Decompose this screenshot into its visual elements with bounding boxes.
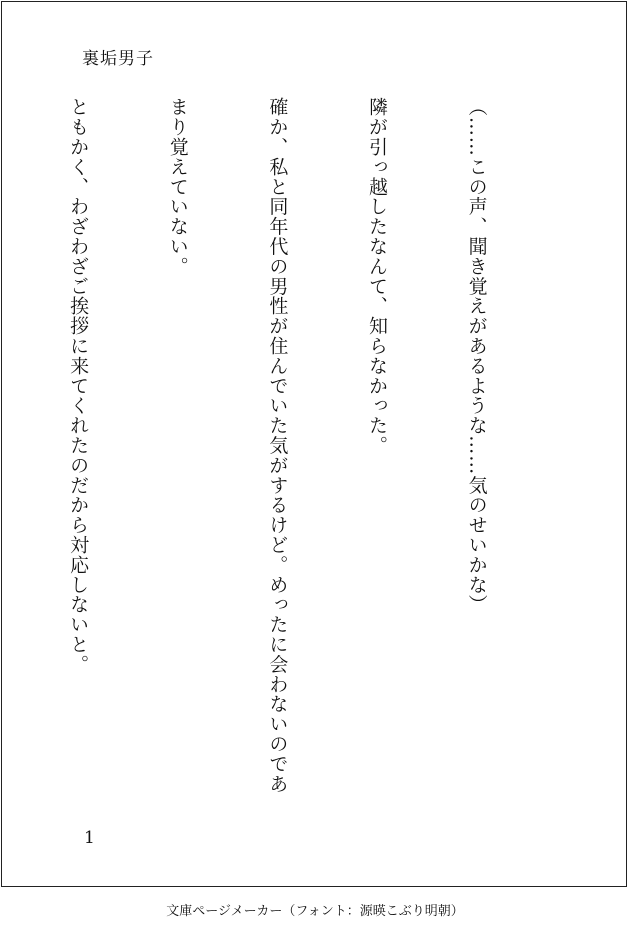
page-number: 1 <box>84 828 95 848</box>
body-text <box>0 97 559 797</box>
footer-credit: 文庫ページメーカー（フォント：源暎こぶり明朝） <box>166 904 464 919</box>
text-line: 隣が引っ越したなんて、知らなかった。 <box>365 97 388 456</box>
text-line: まり覚えていない。 <box>166 97 189 277</box>
running-title: 裏垢男子 <box>82 49 154 69</box>
text-line: ともかく、わざわざご挨拶に来てくれたのだから対応しないと。 <box>67 97 90 675</box>
manuscript-page <box>1 1 627 887</box>
text-line: （……この声、聞き覚えがあるような……気のせいかな） <box>465 97 488 615</box>
text-line: 確か、私と同年代の男性が住んでいた気がするけど。めったに会わないのであ <box>266 97 289 794</box>
